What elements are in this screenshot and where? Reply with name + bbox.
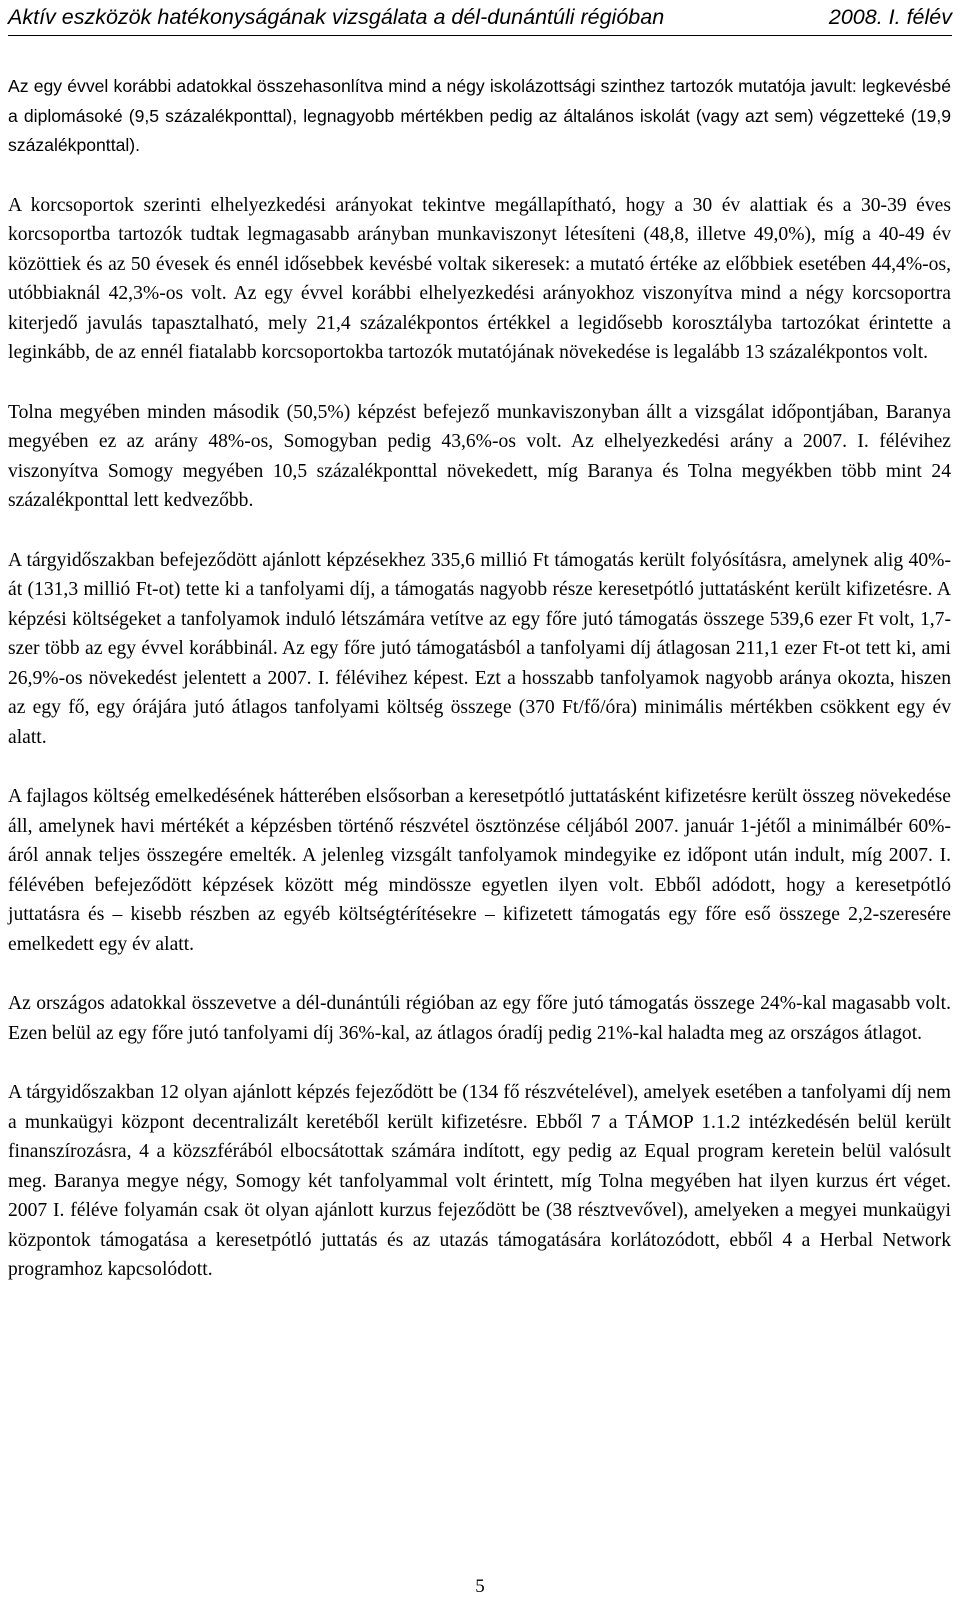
paragraph-national-comparison: Az országos adatokkal összevetve a dél-dunántúli régióban az egy főre jutó támogatás összege 24%-kal magasabb volt. Ezen belül az egy főre jutó tanfolyami díj 36%-kal, az átlagos óradíj pedig 21%-kal haladta meg az országos átlagot. <box>8 993 951 1044</box>
paragraph-unit-cost: A fajlagos költség emelkedésének hátterében elsősorban a keresetpótló juttatásként kifizetésre került összeg növekedése áll, amelynek havi mértékét a képzésben történő részvétel ösztönzése céljából 2007. január 1-jétől a minimálbér 60%-áról annak teljes összegére emelték. A jelenleg vizsgált tanfolyamok mindegyike ez időpont után indult, míg 2007. I. félévében befejeződött képzések között még mindössze egyetlen ilyen volt. Ebből adódott, hogy a keresetpótló juttatásra és – kisebb részben az egyéb költségtérítésekre – kifizetett támogatás egy főre eső összege 2,2-szeresére emelkedett egy év alatt. <box>8 786 951 955</box>
header-period: 2008. I. félév <box>828 5 952 29</box>
paragraph-counties: Tolna megyében minden második (50,5%) képzést befejező munkaviszonyban állt a vizsgálat időpontjában, Baranya megyében ez az arány 48%-os, Somogyban pedig 43,6%-os volt. Az elhelyezkedési arány a 2007. I. félévihez viszonyítva Somogy megyében 10,5 százalékponttal növekedett, míg Baranya és Tolna megyékben több mint 24 százalékponttal lett kedvezőbb. <box>8 401 951 511</box>
paragraph-funding: A tárgyidőszakban befejeződött ajánlott képzésekhez 335,6 millió Ft támogatás került folyósításra, amelynek alig 40%-át (131,3 millió Ft-ot) tette ki a tanfolyami díj, a támogatás nagyobb része keresetpótló juttatásként került kifizetésre. A képzési költségeket a tanfolyamok induló létszámára vetítve az egy főre jutó támogatás összege 539,6 ezer Ft volt, 1,7-szer több az egy évvel korábbinál. Az egy főre jutó támogatásból a tanfolyami díj átlagosan 211,1 ezer Ft-ot tett ki, ami 26,9%-os növekedést jelentett a 2007. I. félévihez képest. Ezt a hosszabb tanfolyamok nagyobb aránya okozta, hiszen az egy fő, egy órájára jutó átlagos tanfolyami költség összege (370 Ft/fő/óra) minimális mértékben csökkent egy év alatt. <box>8 549 951 748</box>
running-header <box>8 3 952 36</box>
paragraph-other-funding: A tárgyidőszakban 12 olyan ajánlott képzés fejeződött be (134 fő részvételével), amelyek esetében a tanfolyami díj nem a munkaügyi központ decentralizált keretéből került kifizetésre. Ebből 7 a TÁMOP 1.1.2 intézkedésén belül került finanszírozásra, 4 a közszférából elbocsátottak számára indított, egy pedig az Equal program keretein belül valósult meg. Baranya megye négy, Somogy két tanfolyammal volt érintett, míg Tolna megyében hat ilyen kurzus ért véget. 2007 I. féléve folyamán csak öt olyan ajánlott kurzus fejeződött be (38 résztvevővel), amelyeken a megyei munkaügyi központok támogatása a keresetpótló juttatás és az utazás támogatására korlátozódott, ebből 4 a Herbal Network programhoz kapcsolódott. <box>8 1082 951 1280</box>
paragraph-education-levels: Az egy évvel korábbi adatokkal összehasonlítva mind a négy iskolázottsági szinthez tartozók mutatója javult: legkevésbé a diplomásoké (9,5 százalékponttal), legnagyobb mértékben pedig az általános iskolát (vagy azt sem) végzetteké (19,9 százalékponttal). <box>8 76 951 155</box>
page-number: 5 <box>475 1576 485 1597</box>
paragraph-age-groups: A korcsoportok szerinti elhelyezkedési arányokat tekintve megállapítható, hogy a 30 év alattiak és a 30-39 éves korcsoportba tartozók tudtak legmagasabb arányban munkaviszonyt létesíteni (48,8, illetve 49,0%), míg a 40-49 év közöttiek és az 50 évesek és ennél idősebbek kevésbé voltak sikeresek: a mutató értéke az előbbiek esetében 44,4%-os, utóbbiaknál 42,3%-os volt. Az egy évvel korábbi elhelyezkedési arányokhoz viszonyítva mind a négy korcsoportra kiterjedő javulás tapasztalható, mely 21,4 százalékpontos értékkel a legidősebb korosztályba tartozókat érintette a leginkább, de az ennél fiatalabb korcsoportokba tartozók mutatójának növekedése is legalább 13 százalékpontos volt. <box>8 194 951 363</box>
document-body <box>8 72 951 1315</box>
header-title: Aktív eszközök hatékonyságának vizsgálata a dél-dunántúli régióban <box>8 5 665 29</box>
